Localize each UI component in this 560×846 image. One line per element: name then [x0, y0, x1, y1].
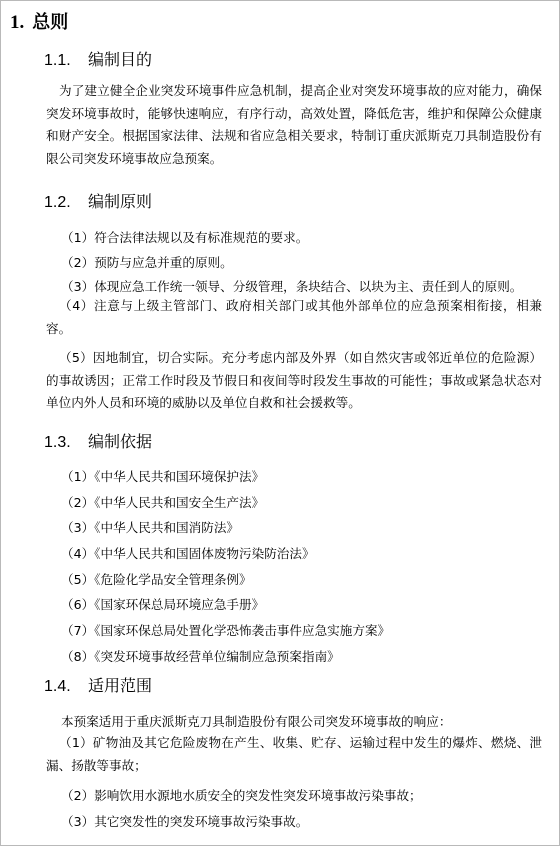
- basis-item: （6）《国家环保总局环境应急手册》: [61, 597, 265, 612]
- subsection-title: 编制依据: [88, 432, 153, 451]
- subsection-heading-1-1: [44, 47, 152, 70]
- principle-item: （4）注意与上级主管部门、政府相关部门或其他外部单位的应急预案相衔接，相兼容。: [46, 298, 542, 336]
- subsection-number: 1.4.: [44, 678, 71, 695]
- subsection-title: 适用范围: [88, 676, 153, 695]
- scope-item: （3）其它突发性的突发环境事故污染事故。: [61, 814, 309, 829]
- subsection-heading-1-4: [44, 673, 152, 696]
- section-number: 1.: [10, 12, 25, 33]
- section-heading-1: [10, 8, 68, 34]
- scope-item: （1）矿物油及其它危险废物在产生、收集、贮存、运输过程中发生的爆炸、燃烧、泄漏、扬散等事故；: [46, 735, 542, 773]
- basis-item: （1）《中华人民共和国环境保护法》: [61, 469, 265, 484]
- subsection-number: 1.1.: [44, 52, 71, 69]
- basis-item: （5）《危险化学品安全管理条例》: [61, 572, 252, 587]
- subsection-number: 1.3.: [44, 434, 71, 451]
- basis-item: （8）《突发环境事故经营单位编制应急预案指南》: [61, 649, 340, 664]
- principle-item: （5）因地制宜，切合实际。充分考虑内部及外界（如自然灾害或邻近单位的危险源）的事故诱因；正常工作时段及节假日和夜间等时段发生事故的可能性；事故或紧急状态对单位内外人员和环境的威胁以及单位自救和社会援救等。: [46, 350, 542, 410]
- purpose-paragraph: 为了建立健全企业突发环境事件应急机制，提高企业对突发环境事故的应对能力，确保突发环境事故时，能够快速响应，有序行动，高效处置，降低危害，维护和保障公众健康和财产安全。根据国家法律、法规和省应急相关要求，特制订重庆派斯克刀具制造股份有限公司突发环境事故应急预案。: [46, 83, 542, 166]
- subsection-heading-1-3: [44, 429, 152, 452]
- basis-item: （3）《中华人民共和国消防法》: [61, 520, 240, 535]
- scope-item: （2）影响饮用水源地水质安全的突发性突发环境事故污染事故；: [61, 788, 422, 803]
- section-title: 总则: [32, 12, 69, 33]
- basis-item: （2）《中华人民共和国安全生产法》: [61, 495, 265, 510]
- principle-item: （2）预防与应急并重的原则。: [61, 255, 233, 270]
- subsection-title: 编制目的: [88, 50, 153, 69]
- subsection-number: 1.2.: [44, 194, 71, 211]
- basis-item: （7）《国家环保总局处置化学恐怖袭击事件应急实施方案》: [61, 623, 391, 638]
- principle-item: （3）体现应急工作统一领导、分级管理，条块结合、以块为主、责任到人的原则。: [61, 279, 523, 294]
- subsection-title: 编制原则: [88, 192, 153, 211]
- subsection-heading-1-2: [44, 189, 152, 212]
- scope-intro: 本预案适用于重庆派斯克刀具制造股份有限公司突发环境事故的响应：: [61, 714, 452, 729]
- basis-item: （4）《中华人民共和国固体废物污染防治法》: [61, 546, 315, 561]
- principle-item: （1）符合法律法规以及有标准规范的要求。: [61, 230, 309, 245]
